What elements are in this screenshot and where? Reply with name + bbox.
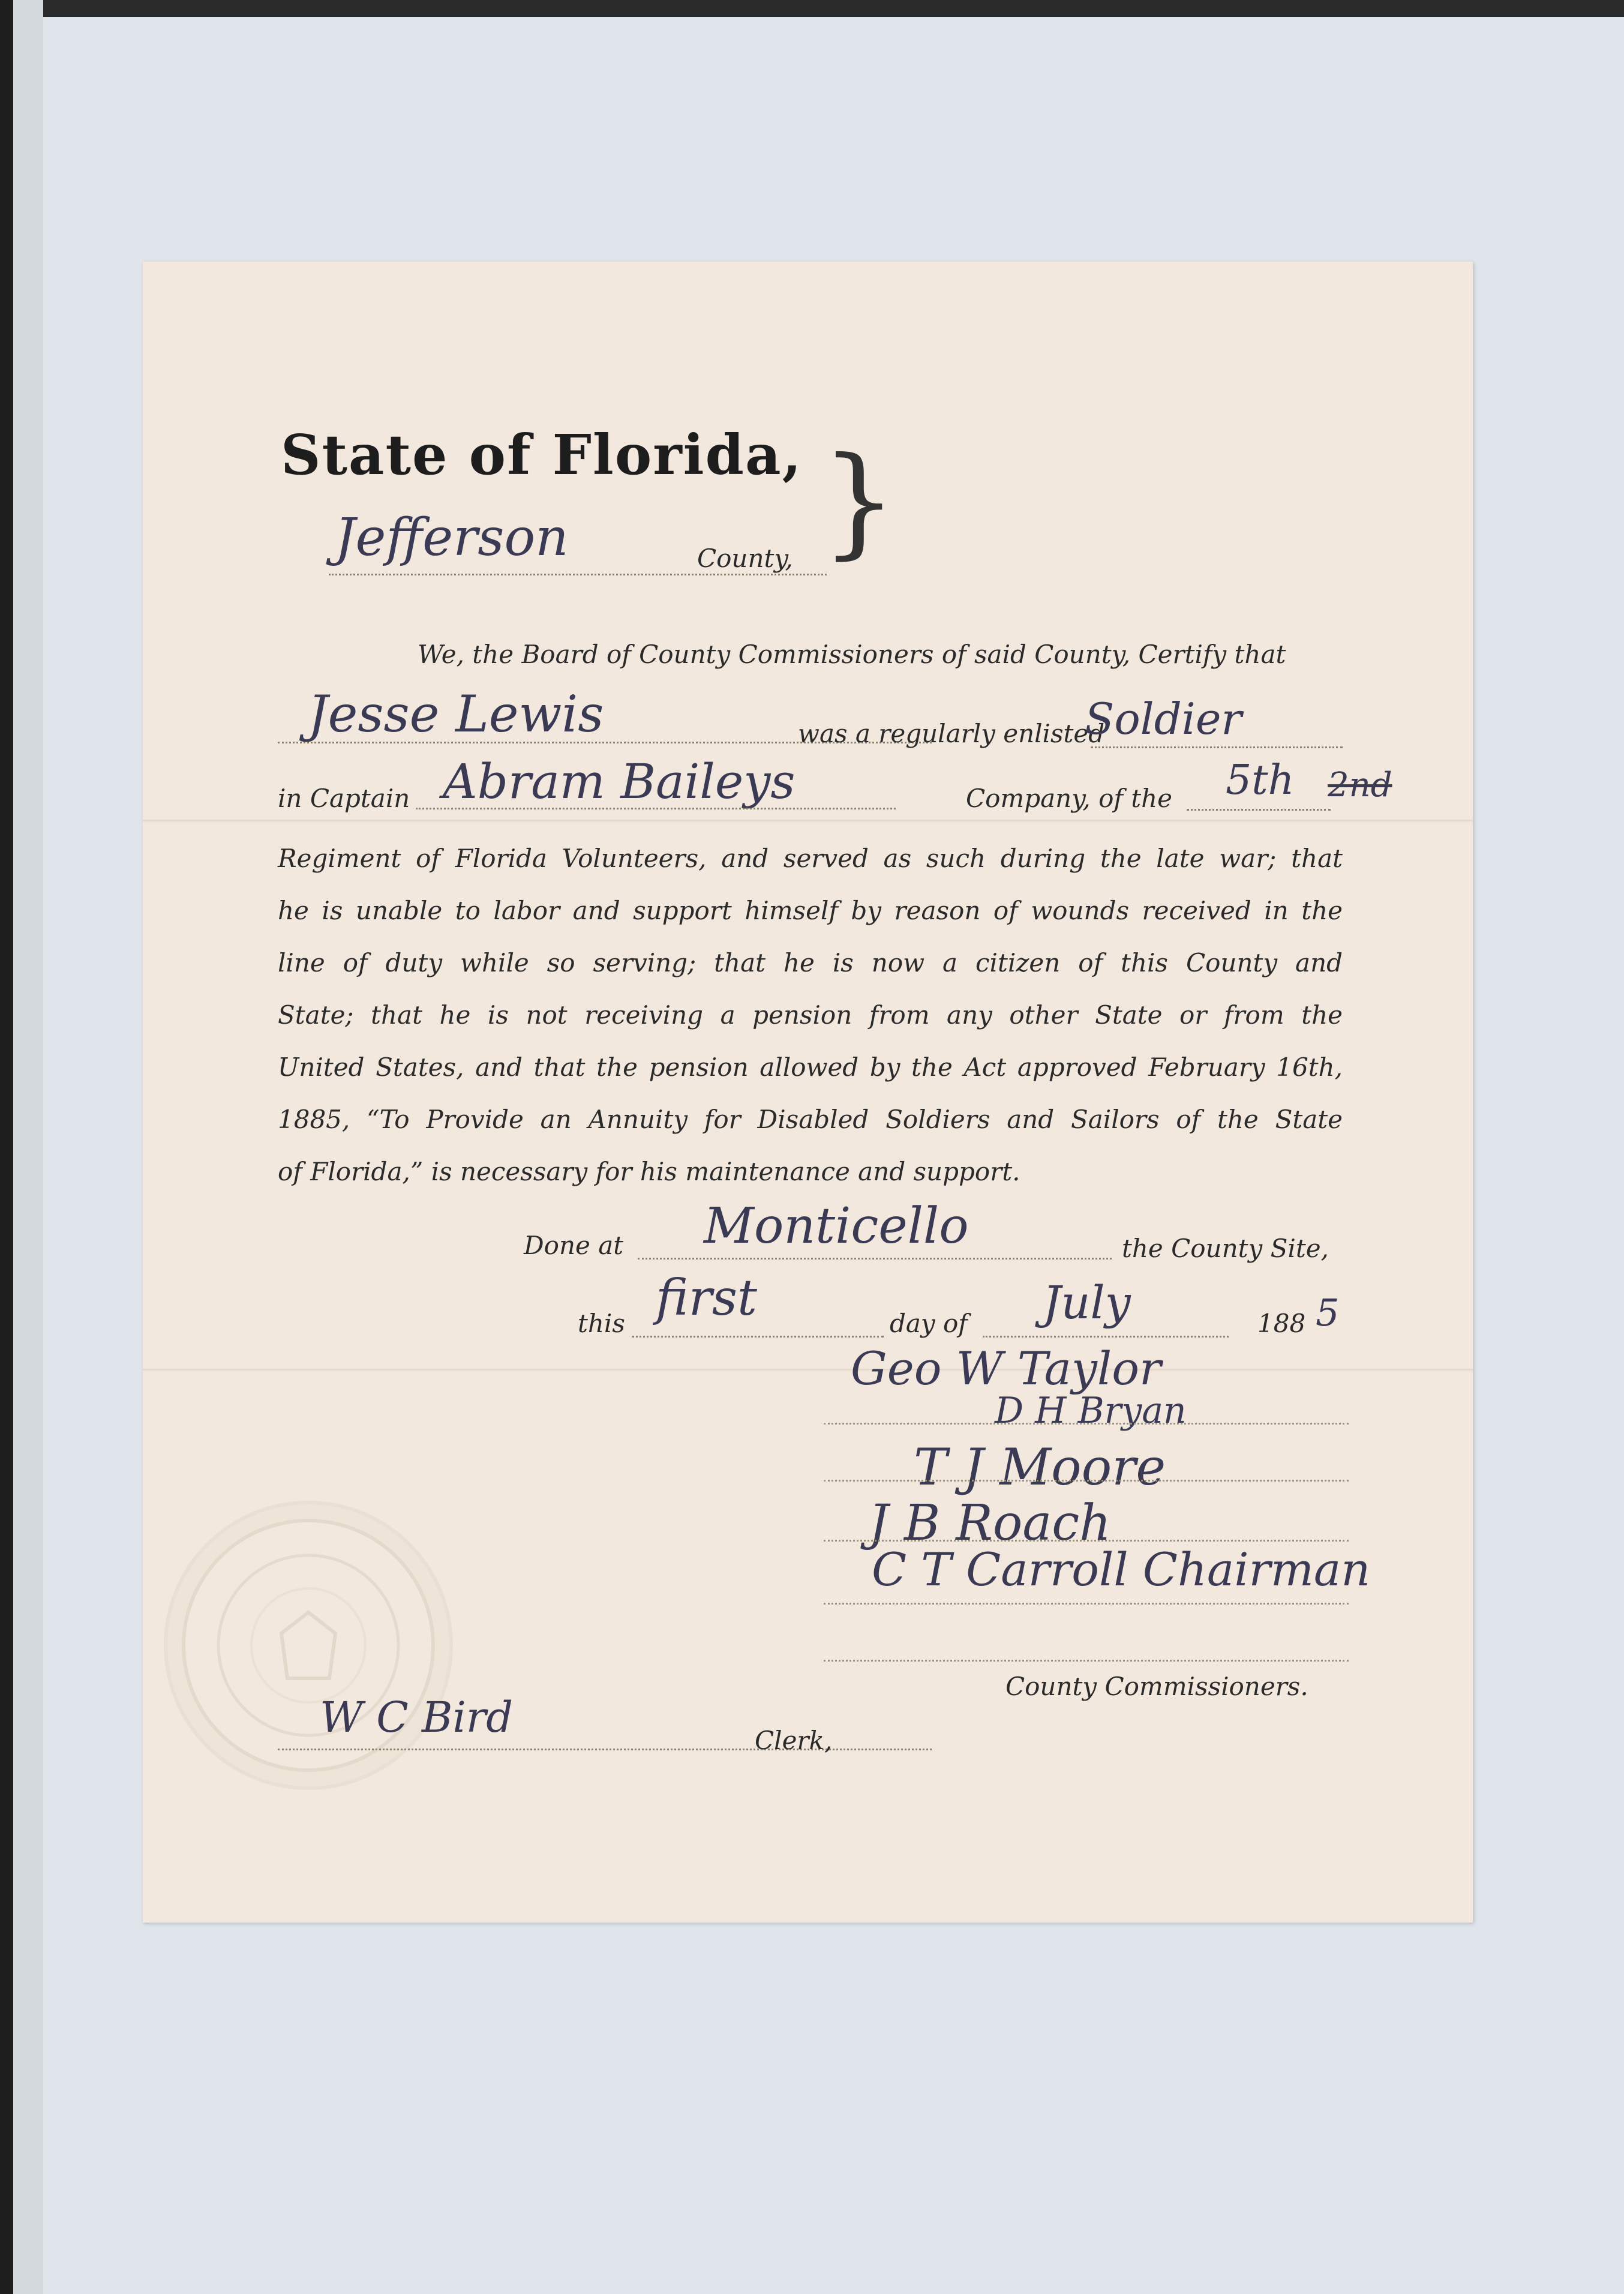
day-fill-line [632, 1336, 884, 1338]
commissioners-label: County Commissioners. [1005, 1672, 1308, 1701]
body-line: he is unable to labor and support himself by reason of wounds received in the [278, 896, 1343, 925]
document-title: State of Florida, [281, 422, 803, 487]
year-digit-handwritten: 5 [1316, 1291, 1340, 1335]
regiment-struck-out: 2nd [1328, 766, 1392, 805]
county-name-handwritten: Jefferson [335, 508, 569, 568]
place-handwritten: Monticello [704, 1198, 969, 1255]
signature-line [824, 1603, 1349, 1605]
month-fill-line [983, 1336, 1229, 1338]
scanner-left-margin [13, 0, 43, 2294]
signature-line [824, 1423, 1349, 1425]
captain-name-handwritten: Abram Baileys [443, 754, 796, 809]
year-printed: 188 [1257, 1309, 1306, 1338]
signature-line [824, 1660, 1349, 1662]
certify-intro: We, the Board of County Commissioners of said County, Certify that [418, 640, 1286, 669]
body-line: 1885, “To Provide an Annuity for Disabled Soldiers and Sailors of the State [278, 1105, 1343, 1134]
rank-fill-line [1091, 746, 1343, 748]
fold-line [143, 1369, 1473, 1372]
body-line: line of duty while so serving; that he is now a citizen of this County and [278, 948, 1343, 977]
clerk-label: Clerk, [755, 1726, 833, 1755]
place-fill-line [638, 1258, 1112, 1260]
body-line: State; that he is not receiving a pension from any other State or from the [278, 1000, 1343, 1030]
body-line: Regiment of Florida Volunteers, and served as such during the late war; that [278, 844, 1343, 873]
clerk-signature: W C Bird [320, 1693, 514, 1742]
captain-label: in Captain [278, 784, 410, 813]
commissioner-signature: C T Carroll Chairman [872, 1543, 1371, 1596]
header-brace: } [821, 431, 897, 571]
scanner-left-edge [0, 0, 13, 2294]
fold-line [143, 820, 1473, 823]
seal-emboss [167, 1504, 449, 1786]
day-of-label: day of [890, 1309, 968, 1338]
month-handwritten: July [1043, 1276, 1131, 1329]
commissioner-signature: J B Roach [869, 1495, 1111, 1552]
clerk-fill-line [278, 1749, 932, 1750]
captain-fill-line [416, 808, 896, 809]
body-last-line: of Florida,” is necessary for his maintenance and support. [278, 1157, 1020, 1186]
signature-line [824, 1480, 1349, 1482]
county-site-label: the County Site, [1122, 1234, 1329, 1263]
scanner-top-edge [0, 0, 1624, 17]
commissioner-signature: T J Moore [914, 1438, 1166, 1497]
day-handwritten: first [656, 1270, 757, 1327]
soldier-name-handwritten: Jesse Lewis [308, 685, 604, 743]
enlisted-label: was a regularly enlisted [798, 719, 1105, 748]
county-fill-line [329, 574, 827, 575]
regiment-number-handwritten: 5th [1226, 757, 1295, 804]
county-label: County, [697, 544, 793, 573]
pension-certificate [143, 262, 1473, 1923]
company-label: Company, of the [966, 784, 1173, 813]
rank-handwritten: Soldier [1085, 694, 1242, 744]
regiment-fill-line [1187, 809, 1331, 811]
signature-line [824, 1540, 1349, 1542]
done-at-label: Done at [524, 1231, 624, 1260]
this-label: this [578, 1309, 625, 1338]
commissioner-signature: D H Bryan [995, 1390, 1187, 1432]
body-line: United States, and that the pension allowed by the Act approved February 16th, [278, 1052, 1343, 1082]
commissioner-signature: Geo W Taylor [851, 1342, 1161, 1395]
embossed-county-seal [164, 1501, 453, 1790]
